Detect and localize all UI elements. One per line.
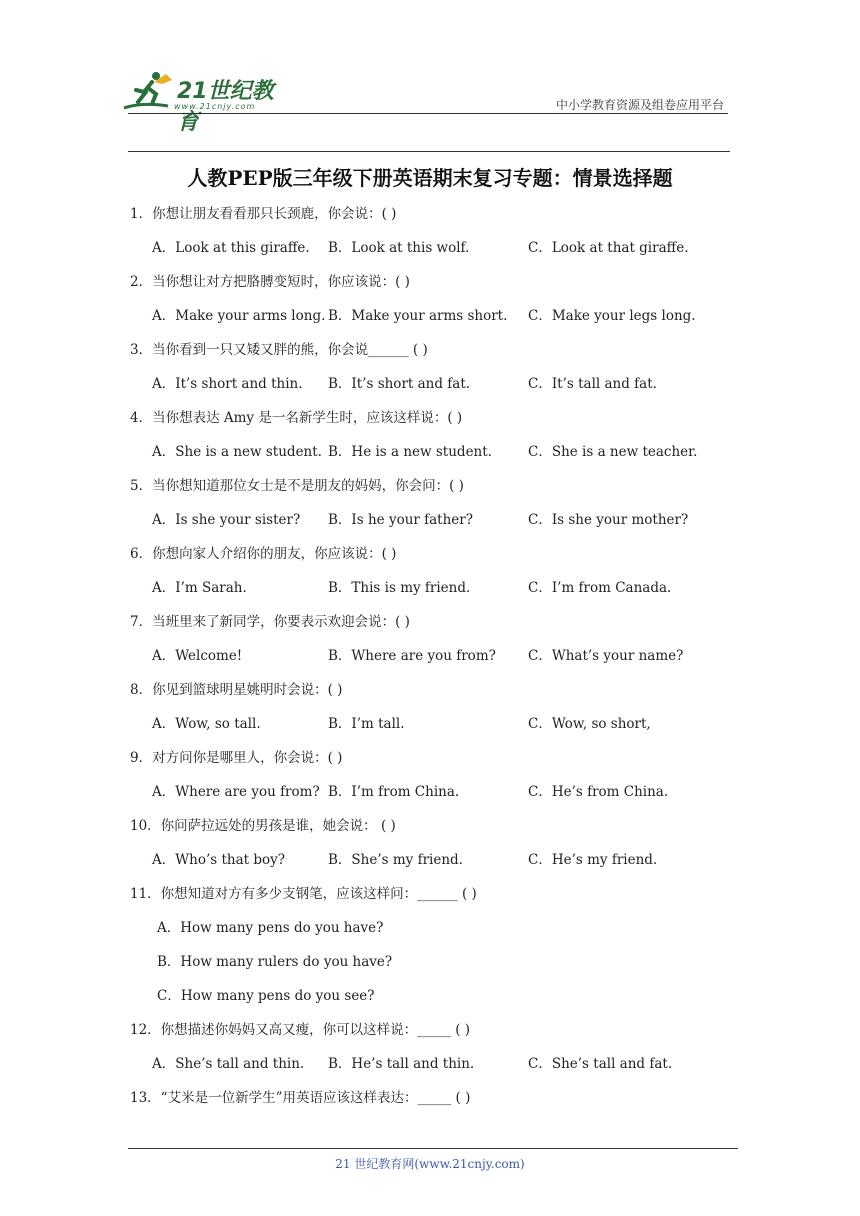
footer-text: 21 世纪教育网(www.21cnjy.com)	[335, 1157, 525, 1171]
option-c: C．I’m from Canada.	[528, 580, 672, 596]
question-text: 7．当班里来了新同学，你要表示欢迎会说：( )	[130, 614, 410, 630]
logo	[122, 68, 292, 135]
option-c: C．Is she your mother?	[528, 512, 689, 528]
option-c: C．He’s from China.	[528, 784, 669, 800]
question-text: 3．当你看到一只又矮又胖的熊，你会说______ ( )	[130, 342, 428, 358]
options-row	[130, 306, 750, 340]
option-b: B．She’s my friend.	[328, 852, 463, 868]
option-b: B．I’m tall.	[328, 716, 405, 732]
question-text: 5．当你想知道那位女士是不是朋友的妈妈，你会问：( )	[130, 478, 464, 494]
options-row	[130, 646, 750, 680]
option-a: A．She’s tall and thin.	[152, 1056, 305, 1072]
option-b: B．He is a new student.	[328, 444, 492, 460]
question-text: 13．“艾米是一位新学生”用英语应该这样表达：_____ ( )	[130, 1090, 471, 1106]
option-c: C．Wow, so short,	[528, 716, 651, 732]
option-a: A．Where are you from?	[152, 784, 320, 800]
option-b: B．He’s tall and thin.	[328, 1056, 475, 1072]
option-b: B．Is he your father?	[328, 512, 473, 528]
question-text: 11．你想知道对方有多少支钢笔，应该这样问：______ ( )	[130, 886, 477, 902]
options-row	[130, 1054, 750, 1088]
option-c: C．She is a new teacher.	[528, 444, 698, 460]
option-c: C．What’s your name?	[528, 648, 684, 664]
option-b: B．Look at this wolf.	[328, 240, 470, 256]
options-row	[130, 782, 750, 816]
platform-text: 中小学教育资源及组卷应用平台	[555, 98, 724, 112]
option-a: A．Look at this giraffe.	[152, 240, 310, 256]
question-text: 2．当你想让对方把胳膊变短时，你应该说：( )	[130, 274, 410, 290]
options-row	[130, 238, 750, 272]
option-a: A．I’m Sarah.	[152, 580, 247, 596]
options-row	[130, 442, 750, 476]
option-b: B．Make your arms short.	[328, 308, 508, 324]
question-list	[130, 204, 750, 1122]
page-title: 人教PEP版三年级下册英语期末复习专题：情景选择题	[187, 166, 673, 190]
page-header	[0, 0, 860, 135]
footer-divider	[128, 1148, 738, 1149]
option-a: A．Who’s that boy?	[152, 852, 285, 868]
option-c: C．He’s my friend.	[528, 852, 658, 868]
question-text: 4．当你想表达 Amy 是一名新学生时，应该这样说：( )	[130, 410, 463, 426]
title-divider	[128, 151, 730, 152]
question-text: 10．你问萨拉远处的男孩是谁，她会说： ( )	[130, 818, 396, 834]
options-row	[130, 510, 750, 544]
option-c: C．How many pens do you see?	[157, 988, 375, 1004]
options-row	[130, 578, 750, 612]
option-a: A．She is a new student.	[152, 444, 322, 460]
question-text: 1．你想让朋友看看那只长颈鹿，你会说：( )	[130, 206, 397, 222]
question-text: 9．对方问你是哪里人，你会说：( )	[130, 750, 343, 766]
option-b: B．I’m from China.	[328, 784, 460, 800]
option-b: B．How many rulers do you have?	[157, 954, 393, 970]
question-text: 12．你想描述你妈妈又高又瘦，你可以这样说：_____ ( )	[130, 1022, 471, 1038]
options-row	[130, 374, 750, 408]
option-a: A．Make your arms long.	[152, 308, 326, 324]
option-a: A．It’s short and thin.	[152, 376, 303, 392]
logo-url: www.21cnjy.com	[174, 102, 256, 111]
option-c: C．Make your legs long.	[528, 308, 696, 324]
option-a: A．Is she your sister?	[152, 512, 301, 528]
options-row	[130, 850, 750, 884]
question-text: 8．你见到篮球明星姚明时会说：( )	[130, 682, 343, 698]
question-text: 6．你想向家人介绍你的朋友，你应该说：( )	[130, 546, 397, 562]
runner-logo-icon	[122, 68, 182, 113]
option-c: C．Look at that giraffe.	[528, 240, 689, 256]
option-c: C．She’s tall and fat.	[528, 1056, 673, 1072]
option-c: C．It’s tall and fat.	[528, 376, 657, 392]
option-a: A．Welcome!	[152, 648, 243, 664]
option-b: B．This is my friend.	[328, 580, 471, 596]
option-a: A．Wow, so tall.	[152, 716, 261, 732]
option-b: B．Where are you from?	[328, 648, 496, 664]
header-divider	[128, 113, 728, 114]
option-a: A．How many pens do you have?	[157, 920, 384, 936]
option-b: B．It’s short and fat.	[328, 376, 471, 392]
options-row	[130, 714, 750, 748]
logo-text: 21世纪教育	[177, 79, 274, 135]
